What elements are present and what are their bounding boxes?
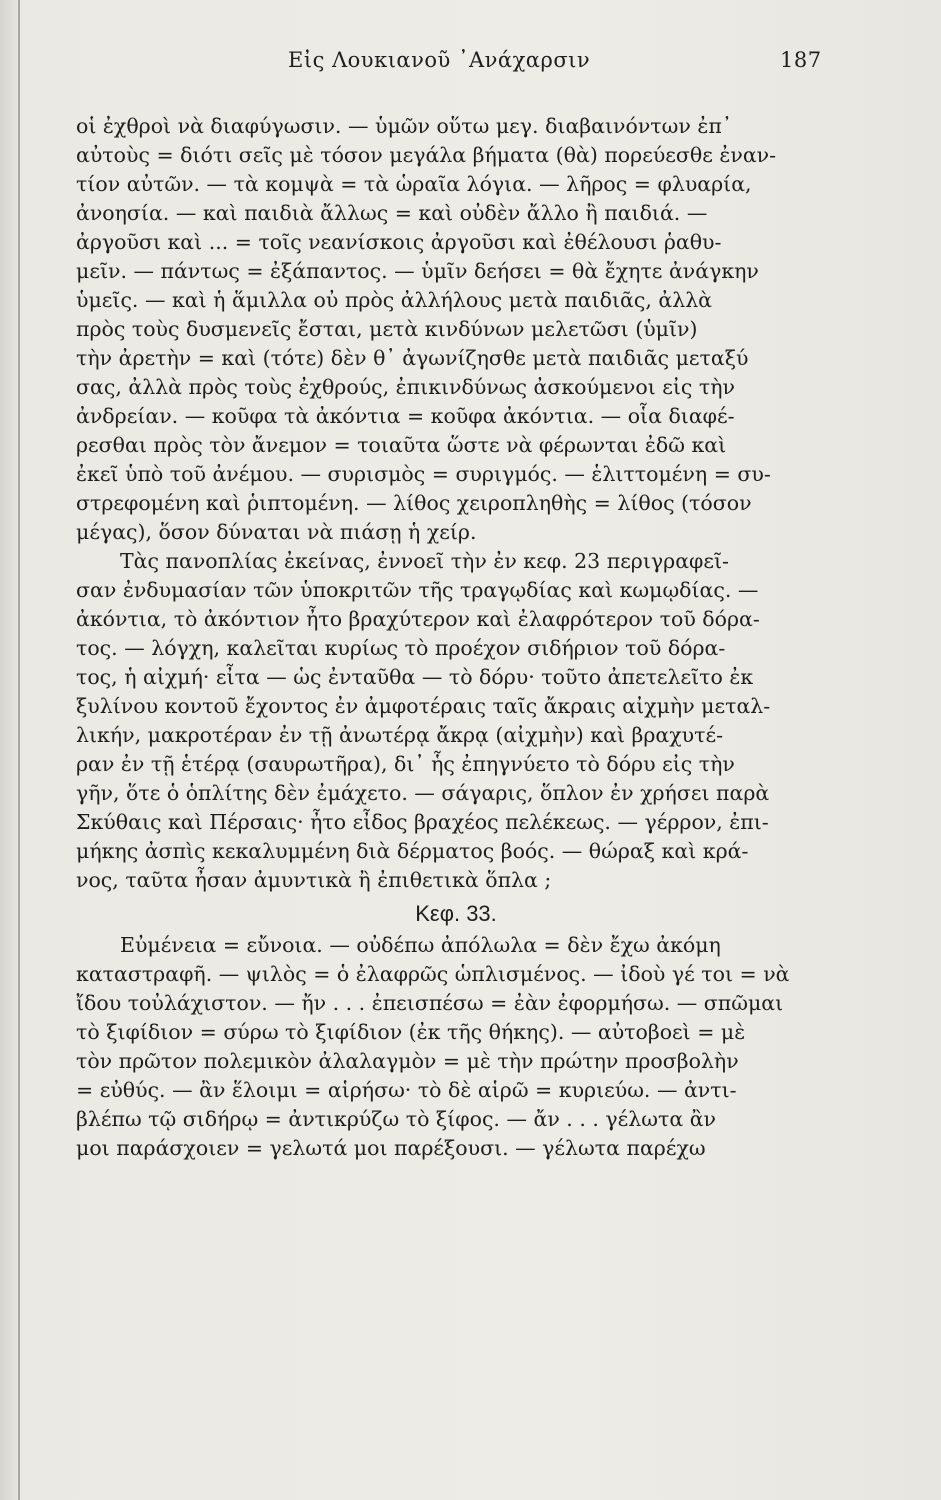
text-line: τὸ ξιφίδιον = σύρω τὸ ξιφίδιον (ἐκ τῆς θήκης). — αὐτοβοεὶ = μὲ [76, 1020, 746, 1044]
text-line: ξυλίνου κοντοῦ ἔχοντος ἐν ἀμφοτέραις ταῖς ἄκραις αἰχμὴν μεταλ- [76, 694, 771, 718]
text-line: μέγας), ὅσον δύναται νὰ πιάσῃ ἡ χείρ. [76, 520, 477, 544]
text-line: ἴδου τοὐλάχιστον. — ἤν . . . ἐπεισπέσω = ἐὰν ἐφορμήσω. — σπῶμαι [76, 991, 784, 1015]
text-line: ἀνοησία. — καὶ παιδιὰ ἄλλως = καὶ οὐδὲν ἄλλο ἢ παιδιά. — [76, 201, 708, 225]
text-line: τος, ἡ αἰχμή· εἶτα — ὡς ἐνταῦθα — τὸ δόρυ· τοῦτο ἀπετελεῖτο ἐκ [76, 665, 754, 689]
text-line: βλέπω τῷ σιδήρῳ = ἀντικρύζω τὸ ξίφος. — ἄν . . . γέλωτα ἂν [76, 1107, 716, 1131]
running-title: Εἰς Λουκιανοῦ ᾿Ανάχαρσιν [288, 48, 591, 72]
text-line: αὐτοὺς = διότι σεῖς μὲ τόσον μεγάλα βήματα (θὰ) πορεύεσθε ἐναν- [76, 143, 777, 167]
page-gutter [18, 0, 20, 1500]
text-line: τὸν πρῶτον πολεμικὸν ἀλαλαγμὸν = μὲ τὴν πρώτην προσβολὴν [76, 1049, 739, 1073]
body-text [76, 112, 836, 1163]
text-line: ρεσθαι πρὸς τὸν ἄνεμον = τοιαῦτα ὥστε νὰ φέρωνται ἐδῶ καὶ [76, 433, 727, 457]
text-line: σας, ἀλλὰ πρὸς τοὺς ἐχθρούς, ἐπικινδύνως ἀσκούμενοι εἰς τὴν [76, 375, 735, 399]
text-line: ὑμεῖς. — καὶ ἡ ἅμιλλα οὐ πρὸς ἀλλήλους μετὰ παιδιᾶς, ἀλλὰ [76, 288, 713, 312]
text-line: μήκης ἀσπὶς κεκαλυμμένη διὰ δέρματος βοός. — θώραξ καὶ κρά- [76, 839, 749, 863]
text-line: Σκύθαις καὶ Πέρσαις· ἦτο εἶδος βραχέος πελέκεως. — γέρρον, ἐπι- [76, 810, 769, 834]
paragraph-first-line: Τὰς πανοπλίας ἐκείνας, ἐννοεῖ τὴν ἐν κεφ. 23 περιγραφεῖ- [120, 549, 729, 573]
text-line: οἱ ἐχθροὶ νὰ διαφύγωσιν. — ὑμῶν οὕτω μεγ. διαβαινόντων ἐπ᾿ [76, 114, 733, 138]
text-line: ἀργοῦσι καὶ ... = τοῖς νεανίσκοις ἀργοῦσι καὶ ἐθέλουσι ῥαθυ- [76, 230, 722, 254]
text-line: τος. — λόγχη, καλεῖται κυρίως τὸ προέχον σιδήριον τοῦ δόρα- [76, 636, 726, 660]
text-line: πρὸς τοὺς δυσμενεῖς ἔσται, μετὰ κινδύνων μελετῶσι (ὑμῖν) [76, 317, 698, 341]
text-line: ἀκόντια, τὸ ἀκόντιον ἦτο βραχύτερον καὶ ἐλαφρότερον τοῦ δόρα- [76, 607, 760, 631]
chapter-heading: Κεφ. 33. [415, 901, 497, 926]
text-line: καταστραφῆ. — ψιλὸς = ὁ ἐλαφρῶς ὡπλισμένος. — ἰδοὺ γέ τοι = νὰ [76, 962, 790, 986]
text-line: ἐκεῖ ὑπὸ τοῦ ἀνέμου. — συρισμὸς = συριγμός. — ἑλιττομένη = συ- [76, 462, 771, 486]
text-line: ἀνδρείαν. — κοῦφα τὰ ἀκόντια = κοῦφα ἀκόντια. — οἷα διαφέ- [76, 404, 735, 428]
text-line: λικήν, μακροτέραν ἐν τῇ ἀνωτέρᾳ ἄκρᾳ (αἰχμὴν) καὶ βραχυτέ- [76, 723, 724, 747]
text-line: νος, ταῦτα ἦσαν ἀμυντικὰ ἢ ἐπιθετικὰ ὅπλα ; [76, 868, 552, 892]
text-line: στρεφομένη καὶ ῥιπτομένη. — λίθος χειροπληθὴς = λίθος (τόσον [76, 491, 752, 515]
text-line: τίον αὐτῶν. — τὰ κομψὰ = τὰ ὡραῖα λόγια. — λῆρος = φλυαρία, [76, 172, 752, 196]
text-line: σαν ἐνδυμασίαν τῶν ὑποκριτῶν τῆς τραγῳδίας καὶ κωμῳδίας. — [76, 578, 759, 602]
text-line: μεῖν. — πάντως = ἐξάπαντος. — ὑμῖν δεήσει = θὰ ἔχητε ἀνάγκην [76, 259, 759, 283]
text-line: = εὐθύς. — ἂν ἕλοιμι = αἱρήσω· τὸ δὲ αἱρῶ = κυριεύω. — ἀντι- [76, 1078, 737, 1102]
text-line: μοι παράσχοιεν = γελωτά μοι παρέξουσι. — γέλωτα παρέχω [76, 1136, 706, 1160]
page-number: 187 [780, 48, 822, 72]
text-line: γῆν, ὅτε ὁ ὁπλίτης δὲν ἐμάχετο. — σάγαρις, ὅπλον ἐν χρήσει παρὰ [76, 781, 770, 805]
text-line: τὴν ἀρετὴν = καὶ (τότε) δὲν θ᾿ ἀγωνίζησθε μετὰ παιδιᾶς μεταξύ [76, 346, 749, 370]
paragraph-first-line: Εὐμένεια = εὔνοια. — οὐδέπω ἀπόλωλα = δὲν ἔχω ἀκόμη [120, 933, 721, 957]
page-header [0, 48, 941, 82]
text-line: ραν ἐν τῇ ἑτέρᾳ (σαυρωτῆρα), δι᾿ ἧς ἐπηγνύετο τὸ δόρυ εἰς τὴν [76, 752, 735, 776]
